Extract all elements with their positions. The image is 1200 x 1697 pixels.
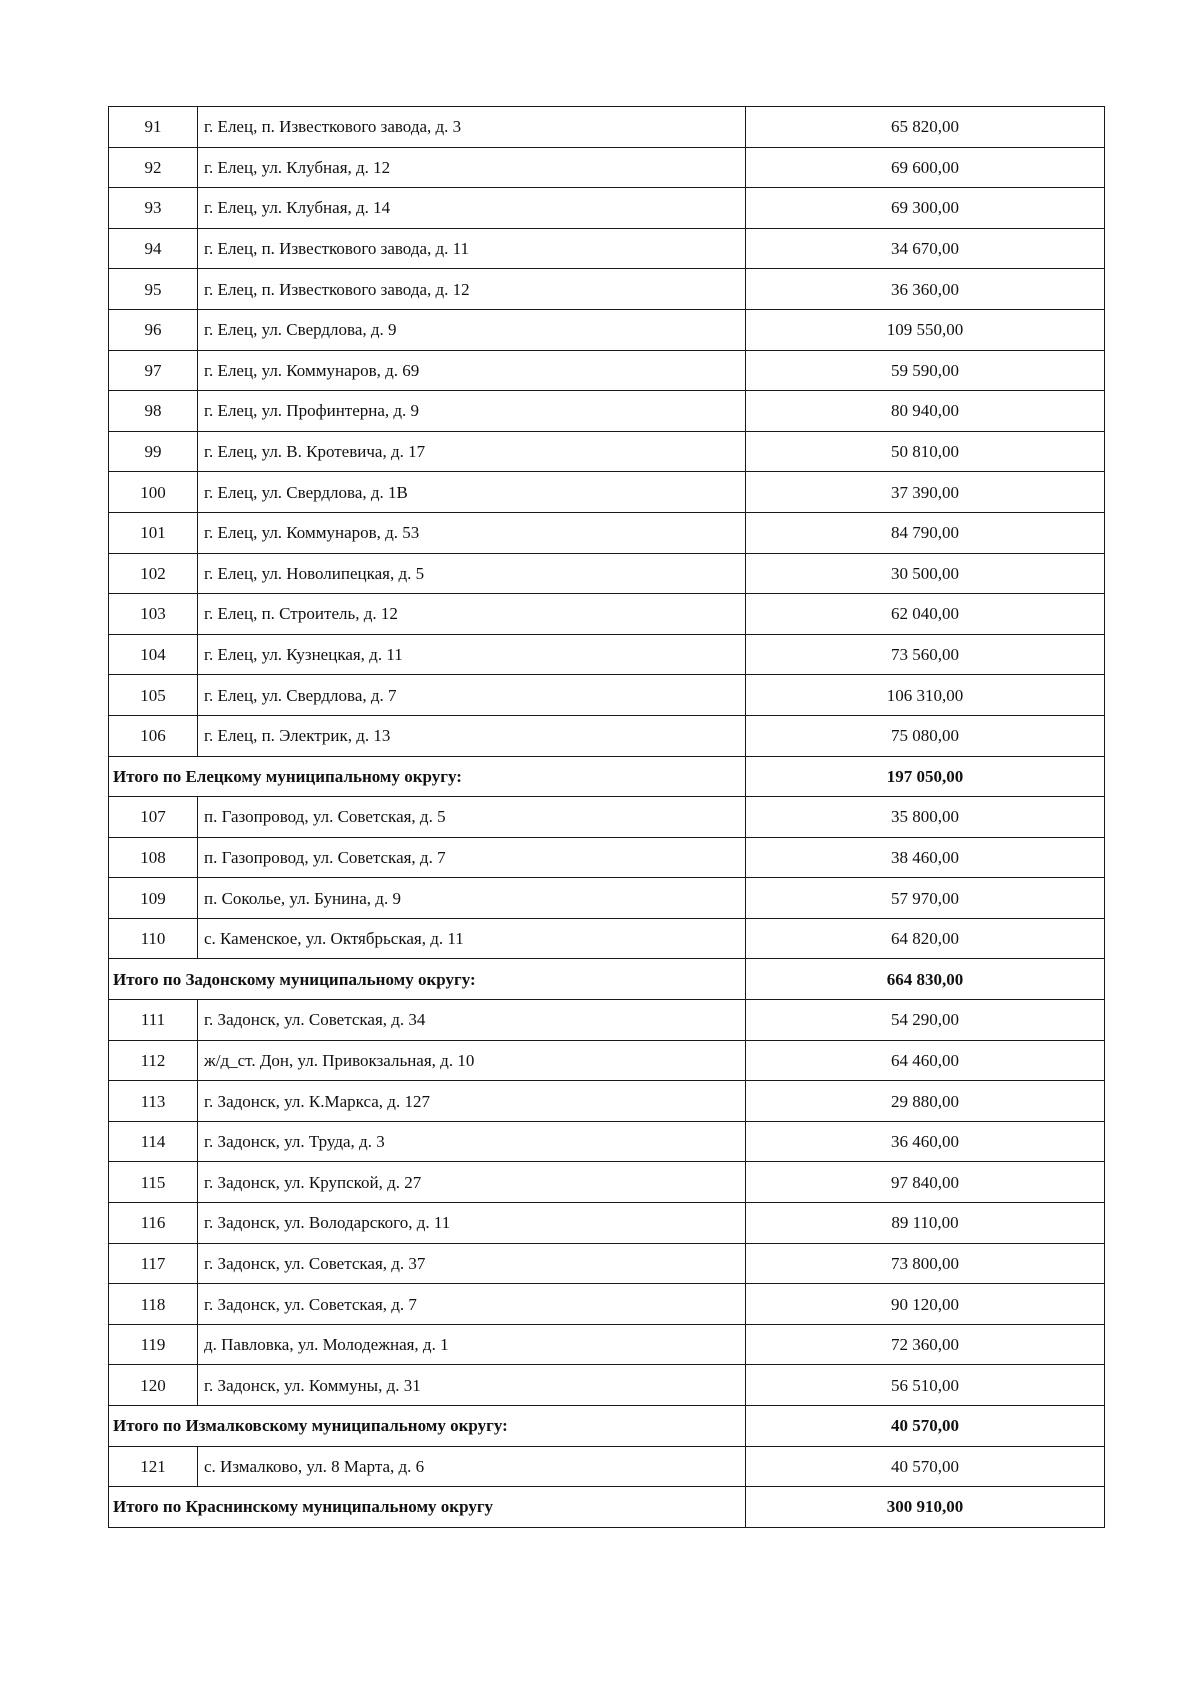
row-number: 92 bbox=[109, 147, 198, 188]
row-number: 109 bbox=[109, 878, 198, 919]
subtotal-row bbox=[109, 756, 1105, 797]
subtotal-label: Итого по Измалковскому муниципальному округу: bbox=[109, 1406, 746, 1447]
row-amount: 57 970,00 bbox=[746, 878, 1105, 919]
table-row bbox=[109, 1040, 1105, 1081]
row-amount: 64 460,00 bbox=[746, 1040, 1105, 1081]
row-amount: 56 510,00 bbox=[746, 1365, 1105, 1406]
row-address: г. Елец, ул. Профинтерна, д. 9 bbox=[198, 391, 746, 432]
table-row bbox=[109, 1243, 1105, 1284]
row-number: 121 bbox=[109, 1446, 198, 1487]
table-row bbox=[109, 350, 1105, 391]
row-number: 115 bbox=[109, 1162, 198, 1203]
subtotal-row bbox=[109, 1487, 1105, 1528]
row-amount: 75 080,00 bbox=[746, 715, 1105, 756]
row-number: 95 bbox=[109, 269, 198, 310]
row-address: г. Елец, п. Электрик, д. 13 bbox=[198, 715, 746, 756]
table-row bbox=[109, 918, 1105, 959]
row-number: 91 bbox=[109, 107, 198, 148]
row-address: г. Задонск, ул. Советская, д. 7 bbox=[198, 1284, 746, 1325]
subtotal-label: Итого по Задонскому муниципальному округу: bbox=[109, 959, 746, 1000]
subtotal-amount: 664 830,00 bbox=[746, 959, 1105, 1000]
row-number: 120 bbox=[109, 1365, 198, 1406]
table-row bbox=[109, 715, 1105, 756]
table-row bbox=[109, 594, 1105, 635]
row-amount: 89 110,00 bbox=[746, 1203, 1105, 1244]
row-amount: 69 300,00 bbox=[746, 188, 1105, 229]
row-amount: 80 940,00 bbox=[746, 391, 1105, 432]
row-number: 94 bbox=[109, 228, 198, 269]
table-row bbox=[109, 1284, 1105, 1325]
row-amount: 30 500,00 bbox=[746, 553, 1105, 594]
subtotal-amount: 300 910,00 bbox=[746, 1487, 1105, 1528]
row-number: 118 bbox=[109, 1284, 198, 1325]
row-address: г. Елец, ул. Свердлова, д. 7 bbox=[198, 675, 746, 716]
subtotal-row bbox=[109, 1406, 1105, 1447]
row-amount: 54 290,00 bbox=[746, 1000, 1105, 1041]
subtotal-amount: 197 050,00 bbox=[746, 756, 1105, 797]
row-address: г. Задонск, ул. Коммуны, д. 31 bbox=[198, 1365, 746, 1406]
row-number: 106 bbox=[109, 715, 198, 756]
row-address: г. Задонск, ул. Советская, д. 34 bbox=[198, 1000, 746, 1041]
row-address: ж/д_ст. Дон, ул. Привокзальная, д. 10 bbox=[198, 1040, 746, 1081]
row-number: 113 bbox=[109, 1081, 198, 1122]
row-number: 110 bbox=[109, 918, 198, 959]
row-amount: 73 800,00 bbox=[746, 1243, 1105, 1284]
row-amount: 72 360,00 bbox=[746, 1324, 1105, 1365]
row-amount: 106 310,00 bbox=[746, 675, 1105, 716]
table-row bbox=[109, 309, 1105, 350]
row-address: г. Елец, ул. Коммунаров, д. 53 bbox=[198, 512, 746, 553]
row-amount: 109 550,00 bbox=[746, 309, 1105, 350]
row-number: 99 bbox=[109, 431, 198, 472]
row-number: 102 bbox=[109, 553, 198, 594]
row-address: г. Задонск, ул. Крупской, д. 27 bbox=[198, 1162, 746, 1203]
table-row bbox=[109, 472, 1105, 513]
table-row bbox=[109, 553, 1105, 594]
table-body bbox=[109, 107, 1105, 1528]
row-address: г. Елец, ул. Кузнецкая, д. 11 bbox=[198, 634, 746, 675]
row-number: 97 bbox=[109, 350, 198, 391]
row-address: г. Елец, ул. Клубная, д. 14 bbox=[198, 188, 746, 229]
subtotal-label: Итого по Елецкому муниципальному округу: bbox=[109, 756, 746, 797]
table-row bbox=[109, 1203, 1105, 1244]
table-row bbox=[109, 675, 1105, 716]
table-row bbox=[109, 1365, 1105, 1406]
row-amount: 84 790,00 bbox=[746, 512, 1105, 553]
row-address: г. Елец, ул. Новолипецкая, д. 5 bbox=[198, 553, 746, 594]
table-row bbox=[109, 797, 1105, 838]
row-address: г. Задонск, ул. Труда, д. 3 bbox=[198, 1121, 746, 1162]
table-row bbox=[109, 1162, 1105, 1203]
table-row bbox=[109, 228, 1105, 269]
table-row bbox=[109, 431, 1105, 472]
row-address: г. Елец, п. Известкового завода, д. 11 bbox=[198, 228, 746, 269]
row-number: 100 bbox=[109, 472, 198, 513]
row-address: г. Задонск, ул. Советская, д. 37 bbox=[198, 1243, 746, 1284]
row-amount: 73 560,00 bbox=[746, 634, 1105, 675]
row-number: 96 bbox=[109, 309, 198, 350]
row-address: п. Сокольe, ул. Бунина, д. 9 bbox=[198, 878, 746, 919]
row-address: с. Каменское, ул. Октябрьская, д. 11 bbox=[198, 918, 746, 959]
row-address: с. Измалково, ул. 8 Марта, д. 6 bbox=[198, 1446, 746, 1487]
row-amount: 35 800,00 bbox=[746, 797, 1105, 838]
row-amount: 29 880,00 bbox=[746, 1081, 1105, 1122]
row-number: 117 bbox=[109, 1243, 198, 1284]
row-number: 112 bbox=[109, 1040, 198, 1081]
row-amount: 36 360,00 bbox=[746, 269, 1105, 310]
row-amount: 36 460,00 bbox=[746, 1121, 1105, 1162]
document-page bbox=[108, 106, 1104, 1528]
row-amount: 62 040,00 bbox=[746, 594, 1105, 635]
table-row bbox=[109, 269, 1105, 310]
row-amount: 40 570,00 bbox=[746, 1446, 1105, 1487]
subtotal-row bbox=[109, 959, 1105, 1000]
row-address: г. Елец, ул. Свердлова, д. 9 bbox=[198, 309, 746, 350]
row-number: 111 bbox=[109, 1000, 198, 1041]
row-number: 116 bbox=[109, 1203, 198, 1244]
table-row bbox=[109, 1446, 1105, 1487]
table-row bbox=[109, 1121, 1105, 1162]
row-number: 108 bbox=[109, 837, 198, 878]
row-address: г. Задонск, ул. К.Маркса, д. 127 bbox=[198, 1081, 746, 1122]
row-address: п. Газопровод, ул. Советская, д. 7 bbox=[198, 837, 746, 878]
row-amount: 34 670,00 bbox=[746, 228, 1105, 269]
row-number: 103 bbox=[109, 594, 198, 635]
row-address: г. Елец, п. Строитель, д. 12 bbox=[198, 594, 746, 635]
address-amount-table bbox=[108, 106, 1105, 1528]
row-address: г. Задонск, ул. Володарского, д. 11 bbox=[198, 1203, 746, 1244]
row-amount: 59 590,00 bbox=[746, 350, 1105, 391]
row-number: 104 bbox=[109, 634, 198, 675]
row-address: д. Павловка, ул. Молодежная, д. 1 bbox=[198, 1324, 746, 1365]
row-amount: 97 840,00 bbox=[746, 1162, 1105, 1203]
table-row bbox=[109, 1081, 1105, 1122]
row-address: г. Елец, ул. В. Кротевича, д. 17 bbox=[198, 431, 746, 472]
row-number: 93 bbox=[109, 188, 198, 229]
row-number: 114 bbox=[109, 1121, 198, 1162]
row-address: г. Елец, ул. Свердлова, д. 1В bbox=[198, 472, 746, 513]
table-row bbox=[109, 188, 1105, 229]
row-number: 105 bbox=[109, 675, 198, 716]
row-amount: 90 120,00 bbox=[746, 1284, 1105, 1325]
table-row bbox=[109, 634, 1105, 675]
row-amount: 50 810,00 bbox=[746, 431, 1105, 472]
table-row bbox=[109, 512, 1105, 553]
row-address: г. Елец, п. Известкового завода, д. 3 bbox=[198, 107, 746, 148]
row-number: 101 bbox=[109, 512, 198, 553]
row-address: г. Елец, ул. Клубная, д. 12 bbox=[198, 147, 746, 188]
row-address: г. Елец, ул. Коммунаров, д. 69 bbox=[198, 350, 746, 391]
table-row bbox=[109, 391, 1105, 432]
row-amount: 69 600,00 bbox=[746, 147, 1105, 188]
table-row bbox=[109, 878, 1105, 919]
row-number: 107 bbox=[109, 797, 198, 838]
row-amount: 38 460,00 bbox=[746, 837, 1105, 878]
subtotal-label: Итого по Краснинскому муниципальному округу bbox=[109, 1487, 746, 1528]
row-address: г. Елец, п. Известкового завода, д. 12 bbox=[198, 269, 746, 310]
table-row bbox=[109, 1000, 1105, 1041]
table-row bbox=[109, 1324, 1105, 1365]
row-address: п. Газопровод, ул. Советская, д. 5 bbox=[198, 797, 746, 838]
row-amount: 37 390,00 bbox=[746, 472, 1105, 513]
row-amount: 64 820,00 bbox=[746, 918, 1105, 959]
row-number: 119 bbox=[109, 1324, 198, 1365]
subtotal-amount: 40 570,00 bbox=[746, 1406, 1105, 1447]
table-row bbox=[109, 837, 1105, 878]
row-number: 98 bbox=[109, 391, 198, 432]
table-row bbox=[109, 147, 1105, 188]
row-amount: 65 820,00 bbox=[746, 107, 1105, 148]
table-row bbox=[109, 107, 1105, 148]
